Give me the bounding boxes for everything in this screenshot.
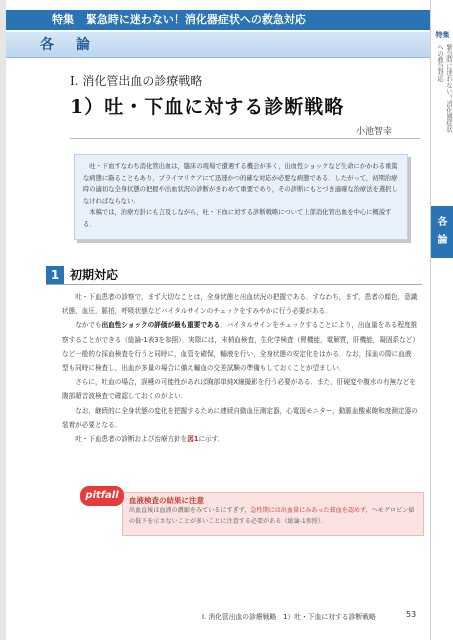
running-footer: Ⅰ. 消化管出血の診療戦略 1）吐・下血に対する診断戦略 [202,613,376,621]
pitfall-title: 血液検査の結果に注意 [129,496,204,505]
body-text-span: ．バイタルサインをチェックすることにより，出血量をある程度推察することができる（総論-1表3を参照）．実際には，末梢血検査，生化学検査（腎機能，電解質，肝機能，凝固系など）など一般的な採血検査を行うと同時に，血管を確保，輸液を行い，全身状態の安定化をはかる．なお，採血の際に血液型も同時に検査し，出血が多量の場合に備え輸血の交差試験の準備もしておくことが望ましい． [62,321,418,373]
pitfall-callout [80,486,426,536]
pitfall-body [129,506,417,527]
page-number: 53 [406,610,417,619]
body-paragraph [62,432,418,446]
body-paragraph: さらに，吐血の場合，誤嚥の可能性があれば胸部単純X線撮影を行う必要がある．また，肝硬変や腹水の有無などを腹部超音波検査で確認しておくのがよい． [62,378,416,401]
side-tag: 特集 [435,31,450,39]
pitfall-text: 出血直後は血液の濃縮をみているにすぎず， [129,507,251,514]
header-bar [6,10,430,30]
chapter-title: 1）吐・下血に対する診断戦略 [70,96,345,118]
abstract-paragraph: 本稿では，治療方針にも言及しながら，吐・下血に対する診断戦略について上部消化管出血を中心に概説する． [83,209,392,228]
abstract-box [74,154,408,240]
body-text-span: 吐・下血患者の診断および治療方針を [75,435,188,444]
body-paragraph: 吐・下血患者の診察で，まず大切なことは，全身状態と出血状況の把握である．すなわち，まず，患者の顔色，意識状態，血圧，脈拍，呼吸状態などバイタルサインのチェックをすみやかに行う必要がある． [62,293,418,316]
side-index-tab[interactable] [431,206,453,258]
page [6,0,453,640]
side-index-column [430,0,453,640]
body-text [62,290,418,446]
body-text-span: なかでも [75,321,102,330]
figure-reference-link[interactable]: 図1 [187,435,199,444]
side-tab-label: 各論 [437,217,448,246]
pitfall-emphasis: 急性期には出血量にみあった貧血を認めず [250,507,366,514]
author-name: 小池智幸 [356,127,393,137]
pitfall-text: ，ヘモグロビン値の低下を示さないことが多いことに注意する必要がある（総論-1参照）． [129,507,415,525]
section-heading [46,266,422,285]
section-number: 1 [46,266,64,284]
title-divider [70,138,420,139]
abstract-paragraph: 吐・下血すなわち消化管出血は，臨床の現場で遭遇する機会が多く，出血性ショックなど生命にかかわる重篤な病態に陥ることもあり，プライマリケアにて迅速かつ的確な対応が必要な病態である．したがって，初期治療時の適切な全身状態の把握や出血状況の診断がきわめて重要であり，その診断にもとづき適確な治療法を選択しなければならない． [83,163,398,205]
side-vertical-title: 緊急時に迷わない！消化器症状への救急対応 [436,44,452,133]
header-title: 緊急時に迷わない！消化器症状への救急対応 [85,13,306,26]
body-paragraph: なお，継続的に全身状態の変化を把握するために連続自動血圧測定器，心電図モニター，動脈血酸素飽和度測定器の装着が必要となる． [62,406,418,429]
chapter-label: Ⅰ. 消化管出血の診療戦略 [70,74,203,88]
body-text-span: に示す． [198,435,225,444]
emphasis-text: 出血性ショックの評価が最も重要である [101,321,221,330]
body-paragraph [62,318,418,375]
section-bar: 各 論 [6,32,430,58]
pitfall-logo: pitfall [80,486,124,506]
section-title: 初期対応 [70,268,119,282]
pitfall-box [122,492,424,536]
header-tag: 特集 [52,13,74,26]
